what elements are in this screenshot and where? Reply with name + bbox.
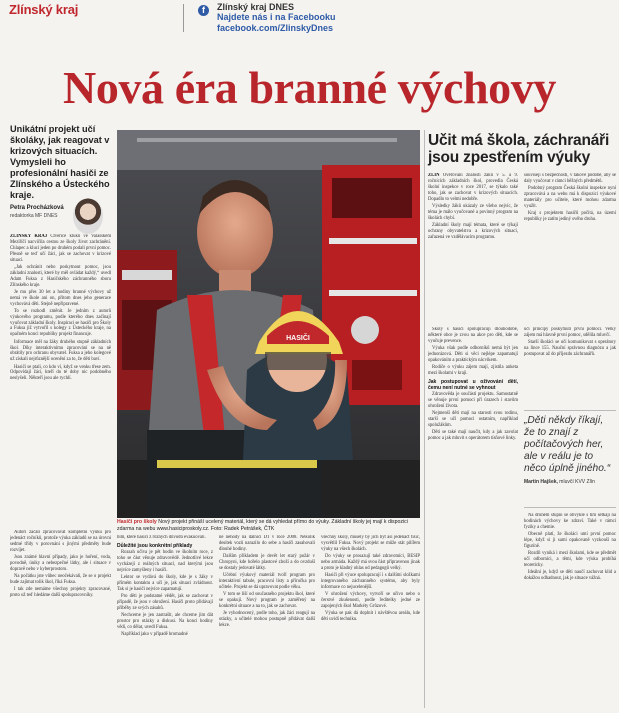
firefighter-photo <box>117 130 420 518</box>
paragraph: Je mu přes 30 let a hodiny branné výchovy už nemá ve škole ani on, přitom dnes jeho generace vychovává děti. Stejně nepřipravené. <box>10 289 111 307</box>
article-col-3 <box>219 535 315 708</box>
side-col-b2 <box>524 327 616 405</box>
paragraph: Kraj s projektem hasičů počítá, na území republiky je zatím jediný svého druhu. <box>524 211 616 222</box>
paragraph: Výuka však podle odborníků nemá být jen jednorázová. Děti si věci nejlépe zapamatují opakováním a praktickým nácvikem. <box>428 346 518 363</box>
paragraph: ZLÍNSKÝ KRAJ Čtveřice kluků ve Valašském Meziříčí nacvičila cestou ze školy život zachránění. Chlapec a kluci jeden po druhém podali první pomoc. Přesně se teď učí žáci, jak se zachovat v krizové situaci. <box>10 234 111 263</box>
paragraph: „Jak ochránit nebo poskytnout pomoc, jsou základní znalosti, které by měl ovládat každý,“ uvedl Adam Fuksa z Hasičského záchranného sboru Zlínského kraje. <box>10 264 111 288</box>
paragraph: Starší školáci se učí komunikovat s operátory na lince 155. Nauční správnou diagnózu a jak postupovat až do příjezdu záchranářů. <box>524 340 616 357</box>
paragraph: Rodiče o výuku zájem mají, zjistila anketa mezi školami v kraji. <box>428 365 518 376</box>
paragraph: né nehody na dálnici D1 v roce 2008. Několik desítek vozů narazilo do sebe a hasiči zasahovali dlouhé hodiny. <box>219 535 315 552</box>
paragraph: Ideální je, když se děti naučí zachovat klid a dokážou odhadnout, jak je situace vážná. <box>524 570 616 581</box>
side-divider <box>424 130 425 708</box>
paragraph: Rozsah učiva je pět hodin ve školním roce, z toho se část věnuje zdravovědě. Jednotlivé lekce vycházejí z reálných situací, nad kterými jsou nejvíce zamyšleny i hasiči. <box>117 549 213 573</box>
paragraph: Výsledky žáků ukázaly ze všeho nejvíc, že téma je málo vyučované a povinný program na školách chybí. <box>428 203 518 221</box>
section-label: Zlínský kraj <box>9 2 79 17</box>
side-col-b3 <box>524 513 616 708</box>
paragraph: Zdravověda je součástí projektu. Samostatně se věnuje první pomoci při úrazech i stavům ohrožení života. <box>428 391 518 409</box>
paragraph: Obecně platí, že školáci umí první pomoc lépe, když si ji sami opakovaně vyzkouší na figuríně. <box>524 532 616 549</box>
author-avatar <box>73 198 103 234</box>
paragraph: Základní školy mají témata, které se týkají ochrany obyvatelstva a krizových situací, zařazená ve vzdělávacím programu. <box>428 222 518 240</box>
paragraph: souvisejí s bezpečností, v takové podobě, aby se daly vyučovat v rámci běžných předmětů. <box>524 173 616 184</box>
paragraph: V ohrožení výchovy, vytvoří se učivo nebo o čerstvé zkušenosti, podle ředitelky jedné ze zapojených škol Markéty Grůzové. <box>321 592 420 609</box>
article-col-1 <box>10 234 111 526</box>
side-col-a2 <box>428 327 518 707</box>
paragraph: Nechceme je jen zastrašit, ale chceme jim dát prostor pro otázky a diskusi. Na konci hodiny vědí, co dělat, uvedl Fuksa. <box>117 612 213 630</box>
caption-label: Hasiči pro školy <box>117 519 157 525</box>
helmet-label: HASIČI <box>286 335 310 342</box>
side-col-a <box>428 173 518 323</box>
promo-title: Zlínský kraj DNES <box>217 2 295 12</box>
promo-line-1: Najdete nás i na Facebooku <box>217 12 336 22</box>
paragraph: učí principy poskytnutí první pomoci. Velký zájem má hlavně první pomoc, sdělila mluvčí. <box>524 327 616 338</box>
header-divider <box>183 4 184 32</box>
quote-author: Martin Hajšek, <box>524 479 558 485</box>
quote-role: mluvčí KVV Zlín <box>559 479 595 485</box>
paragraph: Podobný program Česká školní inspekce nyní zpracovává a na webu má k dispozici výukové materiály pro učitele, které mohou zdarma využít. <box>524 186 616 209</box>
paragraph: Na počátku jste vůbec neočekávali, že se o projekt bude zajímat tolik škol, říká Fuksa. <box>10 573 111 585</box>
paragraph: Školy s hasiči spolupracují dlouhodobě, některé obce je zvou na akce pro děti, kde se vyučuje prevence. <box>428 327 518 344</box>
paragraph: Hasiči při výuce spolupracují i s dalšími složkami integrovaného záchranného systému, aby byly informace co nejucelenější. <box>321 573 420 590</box>
paragraph: všechny školy, musely by jich být asi jedenáct tisíc, vysvětlil Fuksa. Nový projekt se může stát pilířem výuky na všech školách. <box>321 535 420 552</box>
side-headline: Učit má škola, záchranáři jsou zpestřením výuky <box>428 132 610 166</box>
caption-text: Nový projekt přináší ucelený materiál, který se dá vyhledat přímo do výuky. Základní školy jej mají k dispozici zdarma na webu www.hasiciproskoly.cz. Foto: Radek Petrášek, ČTK <box>117 519 408 532</box>
paragraph: Jsou známé hlavní případy, jako je hoření, voda, povodně, úniky a nebezpečné látky, ale i situace v dopravě nebo v kyberprostoru. <box>10 554 111 572</box>
paragraph: V tom se liší od současného projektu škol, které se opakují. Nový program je zaměřený na konkrétní situace a na to, jak se zachovat. <box>219 592 315 609</box>
paragraph: Nejmenší děti mají na starosti svou rodinu, starší se učí pomoci ostatním, například spolužákům. <box>428 410 518 428</box>
article-col-4 <box>321 535 420 708</box>
paragraph: bím, které hasiči z různých důvodů evakuovali. <box>117 535 206 540</box>
section-header <box>0 0 619 50</box>
headline: Nová éra branné výchovy <box>63 62 556 113</box>
side-col-b <box>524 173 616 323</box>
facebook-icon <box>198 5 209 16</box>
paragraph: Učební výukový materiál tvoří program pro interaktivní tabule, pracovní listy a příručka pro učitele. Projekt se dá upravovat podle věku. <box>219 573 315 590</box>
hero-photo <box>117 130 420 518</box>
author-role: redaktorka MF DNES <box>10 213 58 219</box>
paragraph: Do výuky se prosazují také zdravotníci, BESIP nebo armáda. Každý má svou část připravenou jinak a proto je kladný ohlas od pedagogů velký. <box>321 554 420 571</box>
paragraph: Děti se také mají naučit, kdy a jak zavolat pomoc a jak mluvit s operátorem tísňové linky. <box>428 429 518 441</box>
article-col-1b <box>10 530 111 708</box>
paragraph: Autoři začali zpracovávat kompletní výuku pro jedenáct ročníků, protože výuka základů se na úrovni sedmé třídy v porovnání s jinými předměty bude rozvíjet. <box>10 530 111 553</box>
paragraph: I tak zde nemáme všechny projekty zpracované, proto už teď hledáme další spolupracovníky. <box>10 587 111 598</box>
paragraph: Informace měl na žáky druhého stupně základních škol. Díky interaktivnímu zpracování se na ně obrátily pro ochranu obyvatel. Fuksa a jeho kolegové už získali nejrůznější ocenění za to, že děti baví. <box>10 339 111 363</box>
quote-text: „Děti někdy říkají, že to znají z počítačových her, ale v reálu je to něco úplně jiného.“ <box>524 415 611 474</box>
promo-line-2: facebook.com/ZlinskyDnes <box>217 23 334 33</box>
subheading: Jak postupovat u ožívování dětí, čemu není nutné se vyhnout <box>428 378 518 391</box>
pull-quote <box>524 410 616 508</box>
paragraph: Rozdíl vyniká i mezi školami, kde se předmět učí odborníci, a těmi, kde výuka probíhá teoreticky. <box>524 551 616 568</box>
facebook-glyph: f <box>202 5 205 15</box>
paragraph: Dalším příkladem je devět let starý požár v Chropyni, kde hořelo plastové zboží a do ovzduší se dostaly jedovaté látky. <box>219 554 315 571</box>
author-name: Petra Procházková <box>10 205 64 211</box>
paragraph: To se rozhodl změnit. Je jedním z autorů výukového programu, podle kterého dnes začínají vyučovat základní školy. Inspiraci se hasiči pro Školy a Fuksa již vytvořil s kolegy z Ústeckého kraje, na opačném konci republiky projekt financuje. <box>10 308 111 338</box>
paragraph: Na druhém stupni se obvykle s tím setkají na hodinách výchovy ke zdraví. Také v rámci fyziky a chemie. <box>524 513 616 530</box>
perex: Unikátní projekt učí školáky, jak reagovat v krizových situacích. Vymysleli ho profesionální hasiči ze Zlínského a Ústeckého kraje. <box>10 124 110 200</box>
paragraph: Výuka se pak dá doplnit i návštěvou areálu, kde děti uvidí techniku. <box>321 611 420 622</box>
paragraph: Pro děti je podstatné vědět, jak se zachovat v případě, že jsou v ohrožení. Hasiči proto přidávají příběhy ze svých zásahů. <box>117 593 213 611</box>
paragraph: Hasiči se ptali, co kdo ví, když se venku třese zem. Odpovídají žáci, kteří do té doby nic podobného neslyšeli. Někteří jsou ale rychlí. <box>10 364 111 382</box>
paragraph: Například jako v případě hromadné <box>121 631 188 637</box>
quote-attribution <box>524 479 616 485</box>
paragraph: ZLÍN Ověřování znalostí žáků v 5. a 9. ročnících základních škol, provedla Česká školní inspekce v roce 2017, se týkalo také toho, jak se zachovat v krizových situacích. Dopadlo to velmi nedobře. <box>428 173 518 202</box>
subheading: Důležité jsou konkrétní příklady <box>117 542 193 549</box>
paragraph: Lektor se vydává do školy, kde je s žáky v přímém kontaktu a učí je, jak situaci zvládnout. Tak si je hasiči nejvíce zapamatují. <box>117 574 213 592</box>
photo-caption <box>117 519 420 532</box>
article-col-2 <box>117 535 213 708</box>
paragraph: Je vyhodnocený, podle toho, jak žáci reagují na otázky, a učitelé mohou postupně přidávat další lekce. <box>219 611 315 628</box>
